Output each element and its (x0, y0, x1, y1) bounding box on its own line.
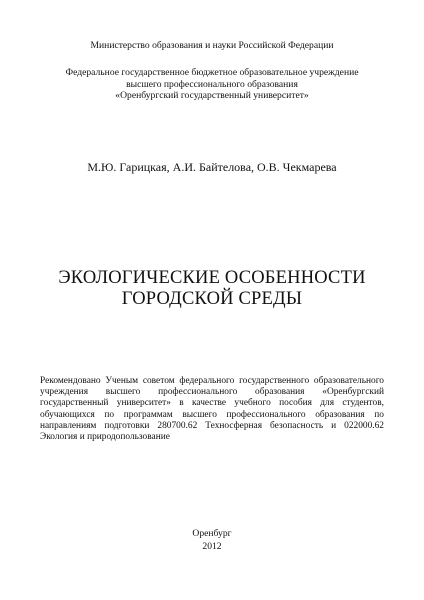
recommendation-line: Экология и природопользование (40, 432, 170, 443)
authors: М.Ю. Гарицкая, А.И. Байтелова, О.В. Чекмарева (87, 160, 337, 174)
ministry-name: Министерство образования и науки Российской Федерации (90, 40, 334, 51)
recommendation-line: Рекомендовано Ученым советом федерального государственного образовательного (40, 376, 384, 386)
book-title-line: ГОРОДСКОЙ СРЕДЫ (121, 289, 303, 309)
book-title (0, 268, 424, 310)
recommendation-text (40, 376, 384, 443)
recommendation-line: направлениям подготовки 280700.62 Техносферная безопасность и 022000.62 (40, 420, 384, 431)
institution-line: высшего профессионального образования (126, 78, 298, 90)
publication-city: Оренбург (192, 528, 232, 539)
institution-line: Федеральное государственное бюджетное образовательное учреждение (65, 67, 359, 78)
recommendation-line: государственный университет» в качестве учебного пособия для студентов, (40, 398, 384, 409)
publication-year: 2012 (202, 541, 222, 552)
book-title-line: ЭКОЛОГИЧЕСКИЕ ОСОБЕННОСТИ (58, 268, 366, 288)
institution-line: «Оренбургский государственный университет» (115, 90, 309, 101)
recommendation-line: обучающихся по программам высшего профессионального образования по (40, 409, 384, 420)
institution-name (60, 67, 364, 102)
recommendation-line: учреждения высшего профессионального образования «Оренбургский (40, 387, 384, 398)
